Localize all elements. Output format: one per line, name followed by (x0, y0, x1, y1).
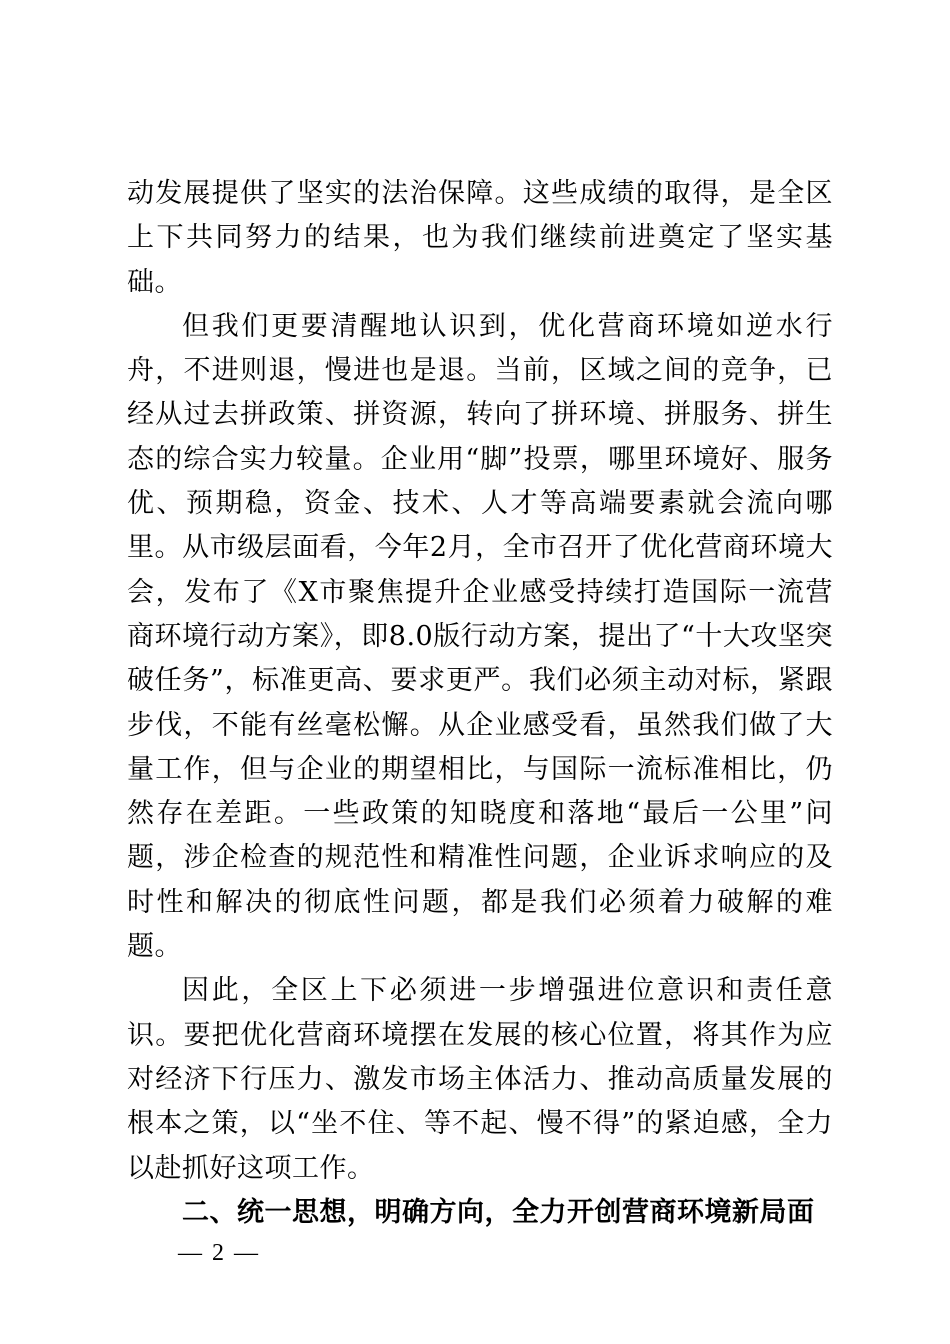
paragraph-competition: 但我们更要清醒地认识到，优化营商环境如逆水行舟，不进则退，慢进也是退。当前，区域之间的竞争，已经从过去拼政策、拼资源，转向了拼环境、拼服务、拼生态的综合实力较量。企业用“脚”投票，哪里环境好、服务优、预期稳，资金、技术、人才等高端要素就会流向哪里。从市级层面看，今年2月，全市召开了优化营商环境大会，发布了《X市聚焦提升企业感受持续打造国际一流营商环境行动方案》，即8.0版行动方案，提出了“十大攻坚突破任务”，标准更高、要求更严。我们必须主动对标，紧跟步伐，不能有丝毫松懈。从企业感受看，虽然我们做了大量工作，但与企业的期望相比，与国际一流标准相比，仍然存在差距。一些政策的知晓度和落地“最后一公里”问题，涉企检查的规范性和精准性问题，企业诉求响应的及时性和解决的彻底性问题，都是我们必须着力破解的难题。 (127, 310, 833, 963)
section-heading: 二、统一思想，明确方向，全力开创营商环境新局面 (182, 1196, 815, 1228)
page-number: — 2 — (178, 1240, 260, 1266)
body-text (127, 172, 833, 1235)
paragraph-conclusion: 因此，全区上下必须进一步增强进位意识和责任意识。要把优化营商环境摆在发展的核心位置，将其作为应对经济下行压力、激发市场主体活力、推动高质量发展的根本之策，以“坐不住、等不起、慢不得”的紧迫感，全力以赴抓好这项工作。 (127, 975, 833, 1184)
paragraph-continuation: 动发展提供了坚实的法治保障。这些成绩的取得，是全区上下共同努力的结果，也为我们继续前进奠定了坚实基础。 (127, 178, 833, 298)
